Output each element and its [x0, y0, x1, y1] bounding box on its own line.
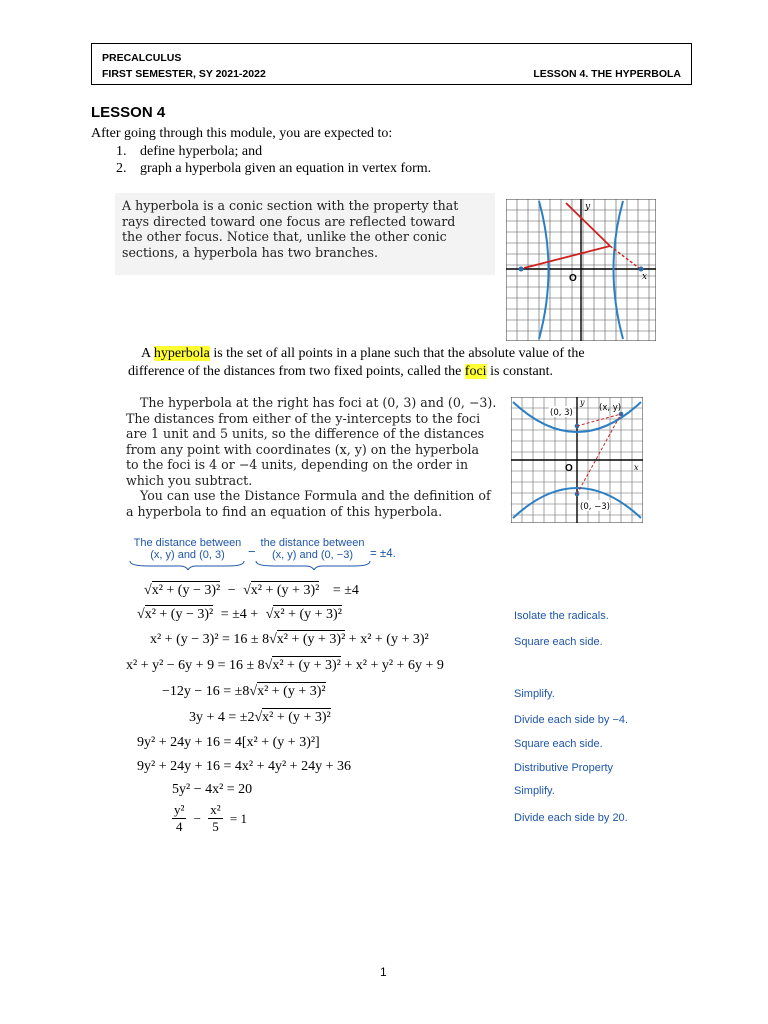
equation-line-1: √x² + (y − 3)² − √x² + (y + 3)² = ±4	[144, 583, 359, 598]
radicand: x² + (y + 3)²	[250, 583, 320, 598]
distance-label-line: the distance between	[260, 537, 365, 549]
figure2-line: are 1 unit and 5 units, so the difference of the distances	[126, 426, 485, 441]
definition-line-2	[128, 364, 553, 380]
equation-text: + x² + y² + 6y + 9	[344, 658, 444, 673]
figure1-line: sections, a hyperbola has two branches.	[122, 244, 378, 260]
minus-sign: −	[193, 810, 201, 826]
equation-line-7: 9y² + 24y + 16 = 4[x² + (y + 3)²]	[137, 735, 320, 750]
term-foci: foci	[464, 364, 487, 379]
step-note: Square each side.	[514, 636, 603, 648]
figure2-line: to the foci is 4 or −4 units, depending on the order in	[126, 457, 469, 472]
focus-lower-label: (0, −3)	[580, 502, 610, 512]
objective-text: graph a hyperbola given an equation in vertex form.	[140, 161, 432, 176]
radicand: x² + (y − 3)²	[144, 607, 214, 622]
distance-label-line: The distance between	[133, 537, 242, 549]
header-box	[91, 43, 692, 85]
definition-line-1	[141, 346, 585, 362]
figure2-line: a hyperbola to find an equation of this hyperbola.	[126, 503, 443, 519]
course-title: PRECALCULUS	[102, 52, 182, 64]
distance-label-b	[256, 537, 369, 561]
definition-text: A	[141, 346, 154, 361]
fraction-numerator: x²	[210, 802, 221, 817]
equation-text: −12y − 16 = ±8	[162, 684, 250, 699]
distance-minus: −	[248, 544, 256, 559]
definition-text: difference of the distances from two fixed points, called the	[128, 364, 465, 379]
fraction-denominator: 5	[212, 819, 219, 834]
objective-number: 2.	[116, 161, 127, 176]
hyperbola-foci-graph	[511, 397, 643, 523]
intro-text: After going through this module, you are expected to:	[91, 126, 393, 141]
figure1-line: rays directed toward one focus are reflected toward	[122, 213, 456, 229]
figure2-line: The distances from either of the y-intercepts to the foci	[126, 410, 481, 426]
term-hyperbola: hyperbola	[153, 346, 210, 361]
radicand: x² + (y − 3)²	[151, 583, 221, 598]
equation-line-3: x² + (y − 3)² = 16 ± 8√x² + (y + 3)² + x² + (y + 3)²	[150, 632, 429, 647]
radicand: x² + (y + 3)²	[276, 632, 346, 647]
equals-term: = 1	[229, 810, 247, 826]
figure1-line: the other focus. Notice that, unlike the other conic	[122, 229, 447, 244]
distance-equals: = ±4.	[370, 548, 396, 560]
definition-text: is constant.	[486, 364, 554, 379]
minus-sign: −	[227, 583, 236, 598]
step-note: Isolate the radicals.	[514, 610, 609, 622]
equation-line-10	[172, 802, 247, 835]
equals-term: = ±4	[332, 583, 359, 598]
focus-upper-label: (0, 3)	[550, 408, 573, 418]
origin-label: O	[569, 273, 577, 284]
radicand: x² + (y + 3)²	[262, 710, 331, 725]
figure2-text	[126, 395, 496, 519]
hyperbola-reflection-graph	[506, 199, 656, 341]
objective-number: 1.	[116, 144, 127, 159]
figure2-line: which you subtract.	[126, 472, 253, 488]
equation-line-2: √x² + (y − 3)² = ±4 + √x² + (y + 3)²	[137, 607, 342, 622]
lesson-heading: LESSON 4	[91, 104, 166, 121]
equation-line-9: 5y² − 4x² = 20	[172, 782, 253, 797]
equals-term: = ±4 +	[220, 607, 259, 622]
step-note: Divide each side by 20.	[514, 812, 628, 824]
equation-text: x² + y² − 6y + 9 = 16 ± 8	[126, 658, 265, 673]
figure2-line: from any point with coordinates (x, y) on the hyperbola	[126, 441, 480, 457]
distance-label-line: (x, y) and (0, 3)	[150, 549, 225, 561]
fraction-denominator: 4	[175, 819, 183, 834]
objective-text: define hyperbola; and	[140, 144, 263, 159]
distance-label-a	[131, 537, 244, 561]
figure2-line: You can use the Distance Formula and the definition of	[140, 488, 491, 503]
objective-2	[116, 161, 432, 177]
origin-label: O	[565, 463, 573, 474]
step-note: Square each side.	[514, 738, 603, 750]
equation-line-6: 3y + 4 = ±2√x² + (y + 3)²	[189, 710, 331, 725]
y-axis-label: y	[580, 398, 585, 407]
semester-label: FIRST SEMESTER, SY 2021-2022	[102, 68, 266, 80]
step-note: Divide each side by −4.	[514, 714, 629, 726]
radicand: x² + (y + 3)²	[257, 684, 326, 699]
equation-text: x² + (y − 3)² = 16 ± 8	[150, 632, 270, 647]
step-note: Distributive Property	[514, 762, 614, 774]
equation-line-4: x² + y² − 6y + 9 = 16 ± 8√x² + (y + 3)² + x² + y² + 6y + 9	[126, 658, 444, 673]
equation-text: + x² + (y + 3)²	[348, 632, 429, 647]
x-axis-label: x	[634, 463, 639, 472]
page-number: 1	[380, 965, 387, 979]
equation-line-8: 9y² + 24y + 16 = 4x² + 4y² + 24y + 36	[137, 759, 351, 774]
objective-1	[116, 144, 263, 160]
distance-label-line: (x, y) and (0, −3)	[271, 549, 353, 561]
y-axis-label: y	[585, 202, 591, 212]
radicand: x² + (y + 3)²	[273, 607, 342, 622]
equation-text: 3y + 4 = ±2	[189, 710, 255, 725]
x-axis-label: x	[642, 272, 648, 282]
lesson-title: LESSON 4. THE HYPERBOLA	[533, 68, 681, 80]
radicand: x² + (y + 3)²	[272, 658, 341, 673]
braces	[128, 560, 378, 570]
figure2-line: The hyperbola at the right has foci at (0, 3) and (0, −3).	[140, 395, 497, 410]
definition-text: is the set of all points in a plane such that the absolute value of the	[209, 346, 585, 361]
step-note: Simplify.	[514, 688, 555, 700]
figure1-line: A hyperbola is a conic section with the property that	[122, 198, 459, 213]
point-label: (x, y)	[599, 403, 622, 413]
figure1-text	[122, 198, 458, 260]
step-note: Simplify.	[514, 785, 555, 797]
equation-line-5: −12y − 16 = ±8√x² + (y + 3)²	[162, 684, 326, 699]
fraction-numerator: y²	[174, 802, 185, 817]
